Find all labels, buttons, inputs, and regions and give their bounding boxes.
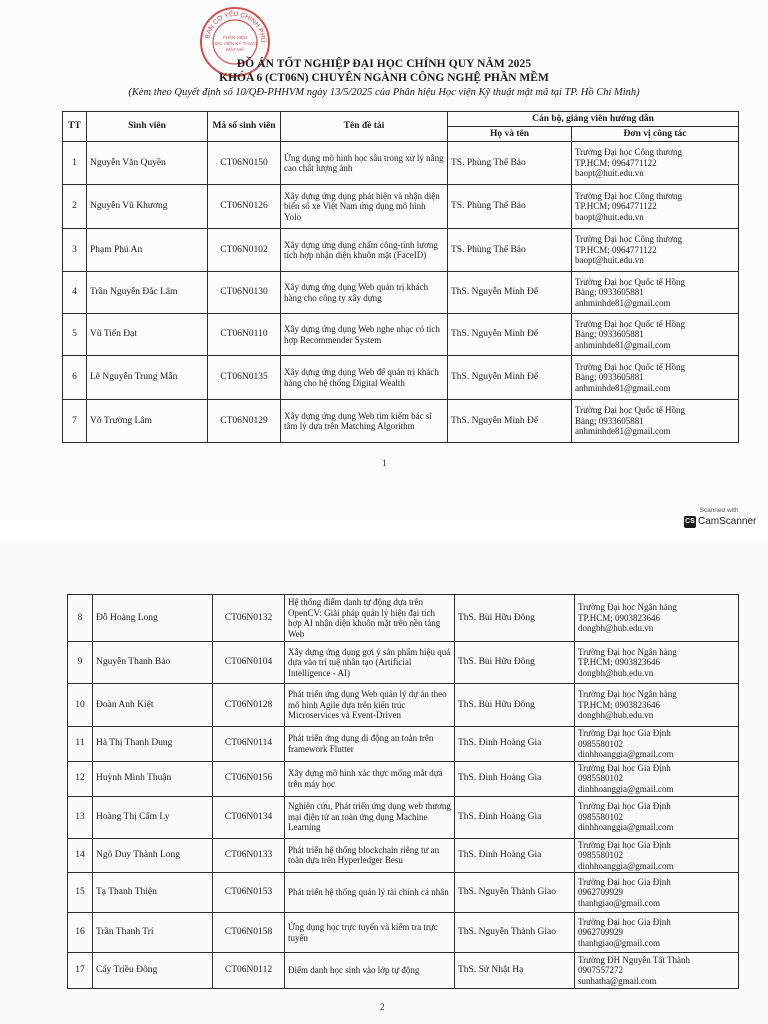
student-code: CT06N0135 bbox=[208, 356, 281, 400]
header-supervisor-group: Cán bộ, giảng viên hướng dẫn bbox=[448, 112, 739, 127]
supervisor-name: ThS. Đinh Hoàng Gia bbox=[455, 838, 575, 873]
student-name: Huỳnh Minh Thuận bbox=[93, 761, 213, 796]
student-code: CT06N0114 bbox=[213, 727, 285, 762]
student-name: Đỗ Hoàng Long bbox=[93, 595, 213, 642]
supervisor-org-line: anhminhde81@gmail.com bbox=[575, 339, 671, 350]
thesis-title: Điểm danh học sinh vào lớp tự động bbox=[285, 953, 455, 989]
row-number: 10 bbox=[68, 684, 93, 727]
supervisor-org bbox=[575, 727, 739, 762]
supervisor-name: ThS. Nguyễn Minh Đế bbox=[448, 314, 572, 356]
table-row bbox=[68, 796, 739, 838]
supervisor-name: ThS. Bùi Hữu Đông bbox=[455, 595, 575, 642]
supervisor-org-line: Trường Đại học Công thương bbox=[575, 190, 682, 201]
supervisor-org-line: dongbh@hub.edu.vn bbox=[578, 623, 654, 634]
student-code: CT06N0132 bbox=[213, 595, 285, 642]
supervisor-name: ThS. Đinh Hoàng Gia bbox=[455, 727, 575, 762]
student-name: Võ Trường Lâm bbox=[87, 400, 208, 443]
supervisor-org-line: Trường Đại học Gia Định bbox=[578, 801, 671, 812]
table-row bbox=[68, 913, 739, 953]
supervisor-name: ThS. Sử Nhật Hạ bbox=[455, 953, 575, 989]
student-name: Phạm Phú An bbox=[87, 229, 208, 272]
supervisor-org bbox=[575, 953, 739, 989]
row-number: 7 bbox=[63, 400, 87, 443]
thesis-title: Phát triển hệ thống blockchain riêng tư an toàn dựa trên Hyperledger Besu bbox=[285, 838, 455, 873]
supervisor-org bbox=[575, 796, 739, 838]
supervisor-org-line: dongbh@hub.edu.vn bbox=[578, 667, 654, 678]
student-code: CT06N0110 bbox=[208, 314, 281, 356]
thesis-title: Xây dựng ứng dụng Web tìm kiếm bác sĩ tâm lý dựa trên Matching Algorithm bbox=[281, 400, 448, 443]
supervisor-org-line: 0962709929 bbox=[578, 887, 623, 898]
supervisor-name: ThS. Nguyễn Minh Đế bbox=[448, 272, 572, 314]
supervisor-org-line: baopt@huit.edu.vn bbox=[575, 211, 644, 222]
supervisor-org-line: 0962709929 bbox=[578, 927, 623, 938]
supervisor-org-line: Trường Đại học Gia Định bbox=[578, 839, 671, 850]
supervisor-org-line: Bàng; 0933605881 bbox=[575, 287, 644, 298]
document-reference: (Kèm theo Quyết định số 10/QĐ-PHHVM ngày 13/5/2025 của Phân hiệu Học viện Kỹ thuật mật mã tại TP. Hồ Chí Minh) bbox=[128, 87, 640, 98]
supervisor-org bbox=[575, 913, 739, 953]
thesis-title: Hệ thống điểm danh tự động dựa trên OpenCV: Giải pháp quản lý hiện đại tích hợp AI nhận diện khuôn mặt trên nền tảng Web bbox=[285, 595, 455, 642]
student-name: Nguyễn Văn Quyền bbox=[87, 142, 208, 185]
table-row bbox=[63, 272, 739, 314]
supervisor-org-line: anhminhde81@gmail.com bbox=[575, 426, 671, 437]
table-row bbox=[68, 873, 739, 913]
supervisor-org bbox=[575, 642, 739, 684]
supervisor-org-line: TP.HCM; 0903823646 bbox=[578, 699, 661, 710]
supervisor-org-line: dinhhoanggia@gmail.com bbox=[578, 822, 674, 833]
table-row bbox=[68, 727, 739, 762]
row-number: 8 bbox=[68, 595, 93, 642]
supervisor-org-line: TP.HCM; 0903823646 bbox=[578, 612, 661, 623]
supervisor-org-line: thanhgiao@gmail.com bbox=[578, 897, 661, 908]
supervisor-org-line: Trường Đại học Gia Định bbox=[578, 876, 671, 887]
supervisor-org-line: TP.HCM; 0964771122 bbox=[575, 244, 657, 255]
supervisor-name: TS. Phùng Thế Bảo bbox=[448, 185, 572, 229]
student-name: Tạ Thanh Thiện bbox=[93, 873, 213, 913]
row-number: 12 bbox=[68, 761, 93, 796]
thesis-title: Phát triển hệ thống quản lý tài chính cá nhân bbox=[285, 873, 455, 913]
student-code: CT06N0134 bbox=[213, 796, 285, 838]
page-number: 1 bbox=[382, 458, 387, 468]
row-number: 13 bbox=[68, 796, 93, 838]
supervisor-org-line: Bàng; 0933605881 bbox=[575, 415, 644, 426]
table-row bbox=[63, 142, 739, 185]
student-code: CT06N0150 bbox=[208, 142, 281, 185]
student-name: Đoàn Anh Kiệt bbox=[93, 684, 213, 727]
table-row bbox=[68, 684, 739, 727]
thesis-title: Xây dựng ứng dụng Web quản trị khách hàng cho công ty xây dựng bbox=[281, 272, 448, 314]
supervisor-org-line: TP.HCM; 0964771122 bbox=[575, 157, 657, 168]
thesis-title: Xây dựng ứng dụng Web nghe nhạc có tích hợp Recommender System bbox=[281, 314, 448, 356]
scanner-caption: Scanned with bbox=[699, 507, 739, 514]
supervisor-name: ThS. Bùi Hữu Đông bbox=[455, 642, 575, 684]
thesis-title: Xây dựng ứng dụng phát hiện và nhận diện biển số xe Việt Nam ứng dụng mô hình Yolo bbox=[281, 185, 448, 229]
row-number: 1 bbox=[63, 142, 87, 185]
student-name: Hà Thị Thanh Dung bbox=[93, 727, 213, 762]
header-supervisor-org: Đơn vị công tác bbox=[572, 127, 739, 142]
thesis-table-page-2 bbox=[67, 594, 739, 989]
supervisor-name: TS. Phùng Thế Bảo bbox=[448, 142, 572, 185]
supervisor-org-line: dinhhoanggia@gmail.com bbox=[578, 860, 674, 871]
header-student-code: Mã số sinh viên bbox=[208, 112, 281, 142]
supervisor-org-line: Trường Đại học Ngân hàng bbox=[578, 689, 677, 700]
thesis-title: Ứng dụng học trực tuyến và kiểm tra trực tuyến bbox=[285, 913, 455, 953]
supervisor-name: ThS. Nguyễn Minh Đế bbox=[448, 400, 572, 443]
row-number: 14 bbox=[68, 838, 93, 873]
student-name: Trần Nguyễn Đắc Lâm bbox=[87, 272, 208, 314]
document-title: ĐỒ ÁN TỐT NGHIỆP ĐẠI HỌC CHÍNH QUY NĂM 2025 bbox=[236, 58, 532, 70]
student-code: CT06N0102 bbox=[208, 229, 281, 272]
header-tt: TT bbox=[63, 112, 87, 142]
supervisor-org-line: baopt@huit.edu.vn bbox=[575, 168, 644, 179]
supervisor-org bbox=[575, 761, 739, 796]
student-code: CT06N0156 bbox=[213, 761, 285, 796]
student-name: Nguyễn Thanh Bảo bbox=[93, 642, 213, 684]
supervisor-name: ThS. Bùi Hữu Đông bbox=[455, 684, 575, 727]
supervisor-org-line: anhminhde81@gmail.com bbox=[575, 382, 671, 393]
thesis-title: Phát triển ứng dụng di động an toàn trên framework Flutter bbox=[285, 727, 455, 762]
table-row bbox=[63, 229, 739, 272]
row-number: 16 bbox=[68, 913, 93, 953]
supervisor-org-line: Trường Đại học Gia Định bbox=[578, 728, 671, 738]
supervisor-org-line: 0985580102 bbox=[578, 811, 623, 822]
thesis-title: Xây dựng ứng dụng chấm công-tính lương tích hợp nhận diện khuôn mặt (FaceID) bbox=[281, 229, 448, 272]
row-number: 11 bbox=[68, 727, 93, 762]
student-code: CT06N0128 bbox=[213, 684, 285, 727]
page-number: 2 bbox=[380, 1002, 385, 1012]
supervisor-org-line: sunhatha@gmail.com bbox=[578, 975, 657, 986]
table-body-page-1 bbox=[63, 142, 739, 443]
supervisor-org-line: Bàng; 0933605881 bbox=[575, 372, 644, 383]
supervisor-org bbox=[575, 873, 739, 913]
thesis-title: Ứng dụng mô hình học sâu trong xử lý nâng cao chất lượng ảnh bbox=[281, 142, 448, 185]
supervisor-org bbox=[575, 595, 739, 642]
supervisor-org bbox=[572, 272, 739, 314]
row-number: 3 bbox=[63, 229, 87, 272]
header-thesis-title: Tên đề tài bbox=[281, 112, 448, 142]
supervisor-org-line: 0985580102 bbox=[578, 738, 623, 749]
supervisor-org-line: TP.HCM; 0964771122 bbox=[575, 201, 657, 212]
supervisor-org-line: 0985580102 bbox=[578, 773, 623, 784]
supervisor-org-line: Trường Đại học Công thương bbox=[575, 234, 682, 245]
student-code: CT06N0130 bbox=[208, 272, 281, 314]
table-row bbox=[63, 314, 739, 356]
student-code: CT06N0129 bbox=[208, 400, 281, 443]
supervisor-org-line: Trường Đại học Công thương bbox=[575, 147, 682, 158]
thesis-title: Phát triển ứng dụng Web quản lý dự án theo mô hình Agile dựa trên kiến trúc Microservices và Event-Driven bbox=[285, 684, 455, 727]
student-name: Nguyễn Vũ Khương bbox=[87, 185, 208, 229]
supervisor-org bbox=[572, 185, 739, 229]
document-subtitle: KHÓA 6 (CT06N) CHUYÊN NGÀNH CÔNG NGHỆ PHẦN MỀM bbox=[219, 72, 549, 84]
svg-text:PHÂN HIỆU: PHÂN HIỆU bbox=[222, 35, 248, 40]
student-name: Vũ Tiến Đạt bbox=[87, 314, 208, 356]
student-name: Lê Nguyễn Trung Mẫn bbox=[87, 356, 208, 400]
supervisor-org-line: dinhhoanggia@gmail.com bbox=[578, 783, 674, 794]
row-number: 15 bbox=[68, 873, 93, 913]
student-name: Trần Thanh Trí bbox=[93, 913, 213, 953]
supervisor-org-line: thanhgiao@gmail.com bbox=[578, 937, 661, 948]
supervisor-org-line: Trường Đại học Gia Định bbox=[578, 762, 671, 773]
table-row bbox=[63, 400, 739, 443]
student-code: CT06N0133 bbox=[213, 838, 285, 873]
table-row bbox=[63, 185, 739, 229]
thesis-title: Xây dựng ứng dụng Web để quản trị khách hàng cho hệ thống Digital Wealth bbox=[281, 356, 448, 400]
svg-text:HỌC VIỆN KỸ THUẬT: HỌC VIỆN KỸ THUẬT bbox=[212, 41, 258, 46]
supervisor-org bbox=[575, 684, 739, 727]
supervisor-org-line: Trường ĐH Nguyễn Tất Thành bbox=[578, 954, 690, 965]
table-row bbox=[68, 642, 739, 684]
supervisor-name: ThS. Nguyễn Minh Đế bbox=[448, 356, 572, 400]
supervisor-org-line: Trường Đại học Gia Định bbox=[578, 916, 671, 927]
supervisor-org-line: Bàng; 0933605881 bbox=[575, 329, 644, 340]
scanner-brand: CamScanner bbox=[698, 516, 757, 527]
camscanner-logo-icon: CS bbox=[684, 516, 696, 528]
supervisor-name: ThS. Đinh Hoàng Gia bbox=[455, 761, 575, 796]
table-row bbox=[63, 356, 739, 400]
supervisor-name: ThS. Nguyễn Thành Giao bbox=[455, 873, 575, 913]
supervisor-org bbox=[572, 400, 739, 443]
thesis-title: Xây dựng ứng dụng gợi ý sản phẩm hiệu quả dựa vào trí tuệ nhân tạo (Artificial Intelligence - AI) bbox=[285, 642, 455, 684]
supervisor-org bbox=[572, 314, 739, 356]
row-number: 6 bbox=[63, 356, 87, 400]
table-row bbox=[68, 761, 739, 796]
table-row bbox=[68, 838, 739, 873]
student-name: Hoàng Thị Cẩm Ly bbox=[93, 796, 213, 838]
supervisor-org-line: dongbh@hub.edu.vn bbox=[578, 710, 654, 721]
supervisor-name: ThS. Đinh Hoàng Gia bbox=[455, 796, 575, 838]
supervisor-org-line: Trường Đại học Quốc tế Hồng bbox=[575, 318, 686, 329]
header-supervisor-name: Họ và tên bbox=[448, 127, 572, 142]
supervisor-name: ThS. Nguyễn Thành Giao bbox=[455, 913, 575, 953]
supervisor-org-line: Trường Đại học Ngân hàng bbox=[578, 602, 677, 613]
supervisor-org bbox=[572, 229, 739, 272]
row-number: 17 bbox=[68, 953, 93, 989]
student-name: Cấy Triều Đông bbox=[93, 953, 213, 989]
student-code: CT06N0112 bbox=[213, 953, 285, 989]
supervisor-org-line: TP.HCM; 0903823646 bbox=[578, 657, 661, 668]
row-number: 2 bbox=[63, 185, 87, 229]
supervisor-org bbox=[575, 838, 739, 873]
thesis-title: Nghiên cứu, Phát triển ứng dụng web thương mại điện tử an toàn ứng dụng Machine Learning bbox=[285, 796, 455, 838]
supervisor-org-line: 0985580102 bbox=[578, 850, 623, 860]
row-number: 5 bbox=[63, 314, 87, 356]
student-name: Ngô Duy Thành Long bbox=[93, 838, 213, 873]
student-code: CT06N0104 bbox=[213, 642, 285, 684]
supervisor-org-line: baopt@huit.edu.vn bbox=[575, 255, 644, 266]
supervisor-org bbox=[572, 142, 739, 185]
svg-text:BAN CƠ YẾU CHÍNH PHỦ: BAN CƠ YẾU CHÍNH PHỦ bbox=[204, 10, 267, 43]
table-row bbox=[68, 953, 739, 989]
supervisor-org-line: Trường Đại học Ngân hàng bbox=[578, 646, 677, 657]
table-row bbox=[68, 595, 739, 642]
row-number: 4 bbox=[63, 272, 87, 314]
thesis-title: Xây dựng mô hình xác thực mống mắt dựa trên máy học bbox=[285, 761, 455, 796]
scanner-watermark bbox=[682, 507, 756, 531]
svg-text:MẬT MÃ: MẬT MÃ bbox=[226, 47, 244, 52]
header-student: Sinh viên bbox=[87, 112, 208, 142]
supervisor-org-line: anhminhde81@gmail.com bbox=[575, 297, 671, 308]
student-code: CT06N0158 bbox=[213, 913, 285, 953]
student-code: CT06N0126 bbox=[208, 185, 281, 229]
supervisor-org-line: dinhhoanggia@gmail.com bbox=[578, 749, 674, 759]
thesis-table-page-1 bbox=[62, 111, 739, 443]
row-number: 9 bbox=[68, 642, 93, 684]
supervisor-org bbox=[572, 356, 739, 400]
supervisor-org-line: Trường Đại học Quốc tế Hồng bbox=[575, 405, 686, 416]
supervisor-org-line: Trường Đại học Quốc tế Hồng bbox=[575, 276, 686, 287]
supervisor-org-line: Trường Đại học Quốc tế Hồng bbox=[575, 361, 686, 372]
supervisor-org-line: 0907557272 bbox=[578, 965, 623, 976]
student-code: CT06N0153 bbox=[213, 873, 285, 913]
supervisor-name: TS. Phùng Thế Bảo bbox=[448, 229, 572, 272]
table-body-page-2 bbox=[68, 595, 739, 989]
